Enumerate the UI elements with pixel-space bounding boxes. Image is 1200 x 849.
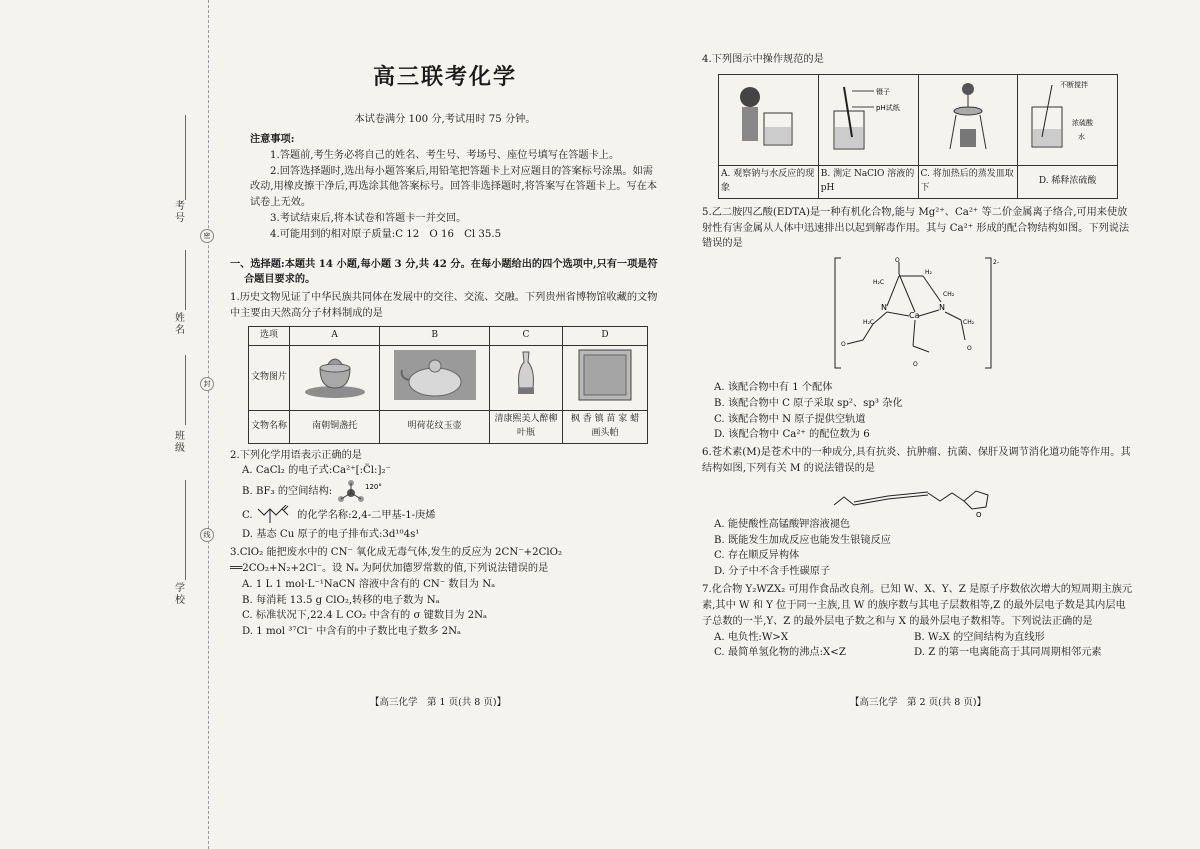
evaporating-dish-image xyxy=(928,77,1008,157)
q1-image-c xyxy=(490,345,563,410)
q1-name-d: 枫 香 镇 苗 家 蜡 画头帕 xyxy=(563,410,648,443)
svg-text:N: N xyxy=(939,303,945,313)
q7-option-d: D. Z 的第一电离能高于其同周期相邻元素 xyxy=(914,647,1102,659)
q1-header-label: 选项 xyxy=(249,326,290,345)
notice-2: 2.回答选择题时,选出每小题答案后,用铅笔把答题卡上对应题目的答案标号涂黑。如需改动,用橡皮擦干净后,再选涂其他答案标号。回答非选择题时,将答案写在答题卡上。写在本试卷上无效。 xyxy=(250,165,658,209)
q7-options-row-1 xyxy=(702,630,1134,646)
name-line xyxy=(185,250,186,310)
observe-sodium-image xyxy=(728,77,808,157)
q1-name-row-label: 文物名称 xyxy=(249,410,290,443)
q1-option-d: D xyxy=(563,326,648,345)
q5-stem: 5.乙二胺四乙酸(EDTA)是一种有机化合物,能与 Mg²⁺、Ca²⁺ 等二价金属离子络合,可用来使放射性有害金属从人体中迅速排出以起到解毒作用。其与 Ca²⁺ 形成的配合物结构如图。下列说法错误的是 xyxy=(702,206,1130,250)
q2-option-c-prefix: C. xyxy=(242,510,253,522)
svg-text:Ca: Ca xyxy=(909,311,920,321)
svg-text:CH₂: CH₂ xyxy=(943,291,955,299)
q4-option-d: D. 稀释浓硫酸 xyxy=(1018,165,1118,198)
q5-option-c: C. 该配合物中 N 原子提供空轨道 xyxy=(714,413,866,425)
notice-3: 3.考试结束后,将本试卷和答题卡一并交回。 xyxy=(270,212,467,224)
edta-complex-structure xyxy=(833,254,1003,372)
exam-number-line xyxy=(185,115,186,200)
exam-title: 高三联考化学 xyxy=(372,64,517,90)
q2-option-a: A. CaCl₂ 的电子式:Ca²⁺[:C̈l:]₂⁻ xyxy=(242,465,391,477)
q1-name-b: 明荷花纹玉壶 xyxy=(380,410,490,443)
skeletal-structure xyxy=(256,505,294,525)
q4-label-ph-paper: pH试纸 xyxy=(876,103,900,112)
q6-stem: 6.苍术素(M)是苍术中的一种成分,具有抗炎、抗肿瘤、抗菌、保肝及调节消化道功能等作用。其结构如图,下列有关 M 的说法错误的是 xyxy=(702,447,1131,474)
jade-pot-image xyxy=(392,348,478,402)
q6-option-c: C. 存在顺反异构体 xyxy=(714,550,800,562)
svg-text:H₂C: H₂C xyxy=(873,279,885,287)
seal-marker-1: 密 xyxy=(200,229,214,243)
dilute-acid-image xyxy=(1022,77,1114,157)
q2-option-b xyxy=(230,479,660,505)
q2-option-c xyxy=(230,505,660,527)
class-label: 班级 xyxy=(172,430,184,454)
q1-stem: 1.历史文物见证了中华民族共同体在发展中的交往、交流、交融。下列贵州省博物馆收藏的文物中主要由天然高分子材料制成的是 xyxy=(230,292,658,320)
q4-image-a xyxy=(719,74,819,165)
class-line xyxy=(185,355,186,425)
q7-option-a: A. 电负性:W>X xyxy=(714,631,789,643)
page-1-footer: 【高三化学 第 1 页(共 8 页)】 xyxy=(370,697,507,708)
q2-option-d: D. 基态 Cu 原子的电子排布式:3d¹⁰4s¹ xyxy=(242,529,420,541)
q3-option-b: B. 每消耗 13.5 g ClO₂,转移的电子数为 Nₐ xyxy=(242,594,440,606)
q3-stem: 3.ClO₂ 能把废水中的 CN⁻ 氧化成无毒气体,发生的反应为 2CN⁻+2ClO₂ ══2CO₂+N₂+2Cl⁻。设 Nₐ 为阿伏加德罗常数的值,下列说法错误的是 xyxy=(230,547,563,574)
q6-option-b: B. 既能发生加成反应也能发生银镜反应 xyxy=(714,534,891,546)
name-label: 姓名 xyxy=(172,312,184,336)
page-2-footer: 【高三化学 第 2 页(共 8 页)】 xyxy=(850,697,987,708)
notice-4: 4.可能用到的相对原子质量:C 12 O 16 Cl 35.5 xyxy=(270,228,502,240)
notice-title: 注意事项: xyxy=(250,132,295,145)
q4-image-c xyxy=(918,74,1018,165)
q4-stem: 4.下列图示中操作规范的是 xyxy=(702,54,824,65)
q4-label-tweezers: 镊子 xyxy=(876,87,891,96)
atractylodin-structure xyxy=(828,477,1008,517)
q4-option-b: B. 测定 NaClO 溶液的 pH xyxy=(818,165,918,198)
ph-test-image xyxy=(822,77,914,157)
seal-marker-3: 线 xyxy=(200,528,214,542)
q6-option-a: A. 能使酸性高锰酸钾溶液褪色 xyxy=(714,518,851,530)
q2-stem: 2.下列化学用语表示正确的是 xyxy=(230,449,362,461)
svg-text:H₂: H₂ xyxy=(925,269,932,277)
svg-text:O: O xyxy=(841,341,846,349)
school-label: 学校 xyxy=(172,582,184,606)
bronze-cup-image xyxy=(300,348,370,402)
page-1 xyxy=(230,0,660,640)
q7-options-row-2 xyxy=(702,645,1134,661)
page-2 xyxy=(702,52,1134,661)
svg-text:O: O xyxy=(895,257,900,265)
q4-label-water: 水 xyxy=(1077,132,1085,141)
edta-charge: 2- xyxy=(993,259,999,267)
q5-option-a: A. 该配合物中有 1 个配体 xyxy=(714,381,833,393)
q4-table xyxy=(718,74,1118,199)
q6-option-d: D. 分子中不含手性碳原子 xyxy=(714,566,831,578)
q4-image-d xyxy=(1018,74,1118,165)
q1-image-b xyxy=(380,345,490,410)
school-line xyxy=(185,480,186,580)
svg-text:O: O xyxy=(913,361,918,369)
q5-option-b: B. 该配合物中 C 原子采取 sp²、sp³ 杂化 xyxy=(714,397,903,409)
batik-cloth-image xyxy=(575,348,635,402)
binding-margin xyxy=(0,0,215,849)
q4-label-acid: 浓硫酸 xyxy=(1071,118,1093,127)
q4-image-b xyxy=(818,74,918,165)
q3-option-c: C. 标准状况下,22.4 L CO₂ 中含有的 σ 键数目为 2Nₐ xyxy=(242,610,487,622)
svg-text:O: O xyxy=(967,345,972,353)
q7-stem: 7.化合物 Y₂WZX₂ 可用作食品改良剂。已知 W、X、Y、Z 是原子序数依次增大的短周期主族元素,其中 W 和 Y 位于同一主族,且 W 的族序数与其电子层数相等,Z 的最外层电子数是其内层电子总数的一半,Y、Z 的最外层电子数之和与 X 的最外层电子数相等。下列说法正确的是 xyxy=(702,584,1133,627)
seal-marker-2: 封 xyxy=(200,377,214,391)
bf3-structure xyxy=(335,479,385,503)
cut-line xyxy=(208,0,209,849)
q4-option-c: C. 将加热后的蒸发皿取下 xyxy=(918,165,1018,198)
vase-image xyxy=(511,348,541,402)
q1-option-b: B xyxy=(380,326,490,345)
svg-text:CH₂: CH₂ xyxy=(963,319,975,327)
q2-option-b-text: B. BF₃ 的空间结构: xyxy=(242,486,333,498)
q1-image-d xyxy=(563,345,648,410)
q1-option-c: C xyxy=(490,326,563,345)
q1-table xyxy=(248,326,648,444)
bf3-angle: 120° xyxy=(365,483,383,492)
q7-option-c: C. 最简单氢化物的沸点:X<Z xyxy=(714,647,846,659)
q4-label-stir: 不断搅拌 xyxy=(1059,80,1088,89)
section-title: 一、选择题:本题共 14 小题,每小题 3 分,共 42 分。在每小题给出的四个选项中,只有一项是符合题目要求的。 xyxy=(230,257,658,286)
q1-image-row-label: 文物图片 xyxy=(249,345,290,410)
q1-image-a xyxy=(290,345,380,410)
exam-number-label: 考号 xyxy=(172,200,184,224)
q6-structure xyxy=(702,477,1134,517)
q4-option-a: A. 观察钠与水反应的现象 xyxy=(719,165,819,198)
svg-text:H₂C: H₂C xyxy=(863,319,875,327)
q1-name-a: 南朝铜盏托 xyxy=(290,410,380,443)
score-info: 本试卷满分 100 分,考试用时 75 分钟。 xyxy=(354,114,536,126)
q3-option-d: D. 1 mol ³⁷Cl⁻ 中含有的中子数比电子数多 2Nₐ xyxy=(242,626,461,638)
q1-name-c: 清康熙美人醉柳叶瓶 xyxy=(490,410,563,443)
q1-option-a: A xyxy=(290,326,380,345)
q3-option-a: A. 1 L 1 mol·L⁻¹NaCN 溶液中含有的 CN⁻ 数目为 Nₐ xyxy=(242,578,496,590)
notice-1: 1.答题前,考生务必将自己的姓名、考生号、考场号、座位号填写在答题卡上。 xyxy=(270,149,620,161)
q2-option-c-suffix: 的化学名称:2,4-二甲基-1-庚烯 xyxy=(297,510,436,522)
svg-text:O: O xyxy=(976,510,982,517)
q5-structure xyxy=(702,254,1134,378)
svg-text:N: N xyxy=(881,303,887,313)
q7-option-b: B. W₂X 的空间结构为直线形 xyxy=(914,631,1045,643)
q5-option-d: D. 该配合物中 Ca²⁺ 的配位数为 6 xyxy=(714,429,870,441)
